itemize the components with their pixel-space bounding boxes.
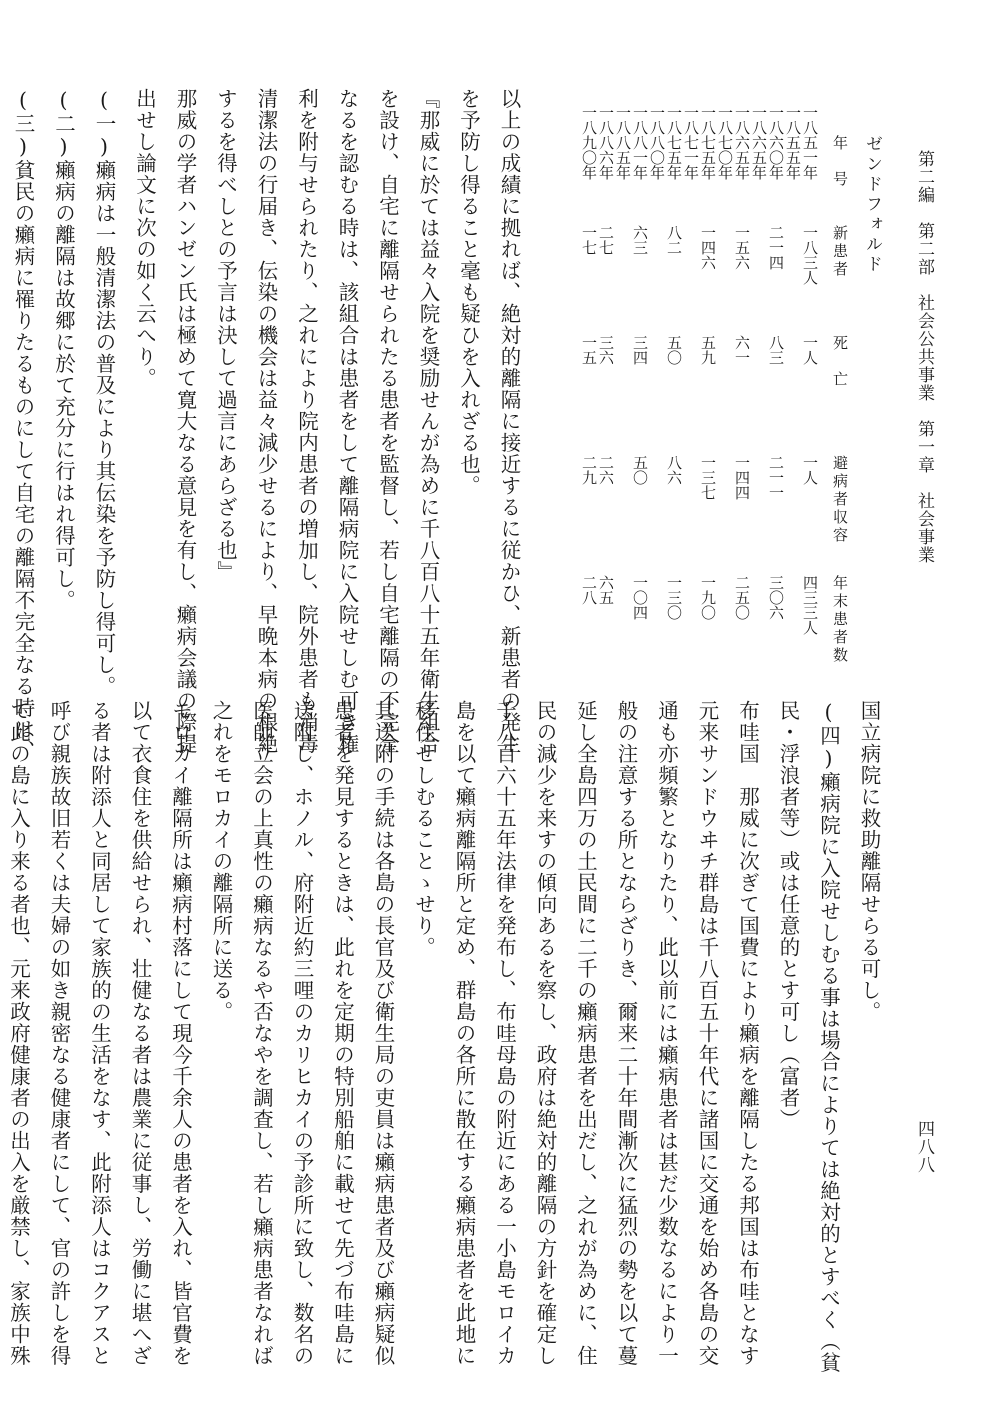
- table-cell: 一九〇: [699, 575, 717, 620]
- table-row-year: 一八八六年: [597, 105, 615, 180]
- text-line: 利を附与せられたり、之れにより院内患者の増加し、院外患者も消毒: [294, 88, 319, 755]
- table-cell: 一三七: [699, 455, 717, 500]
- text-line: 患者を発見するときは、此れを定期の特別船舶に載せて先づ布哇島に: [330, 700, 355, 1367]
- table-cell: 六一: [733, 335, 751, 365]
- table-cell: 八三: [767, 335, 785, 365]
- table-cell: 二八: [580, 575, 598, 605]
- text-line: 民の減少を来すの傾向あるを察し、政府は絶対的離隔の方針を確定し: [533, 700, 557, 1367]
- table-cell: 四三三人: [801, 575, 819, 635]
- table-cell: 三〇六: [767, 575, 785, 620]
- table-cell: 一人: [801, 335, 819, 365]
- table-cell: 三六: [597, 335, 615, 365]
- table-row-year: 一八六五年: [733, 105, 751, 180]
- table-cell: 一三〇: [665, 575, 683, 620]
- table-cell: 二七: [597, 225, 615, 255]
- text-line: る者は附添人と同居して家族的の生活をなす、此附添人はコクアスと: [87, 700, 112, 1367]
- table-cell: 二六: [597, 455, 615, 485]
- text-line: 清潔法の行届き、伝染の機会は益々減少せるにより、早晩本病の根絶: [254, 88, 278, 755]
- text-line: を設け、自宅に離隔せられたる患者を監督し、若し自宅離隔の不完全: [375, 88, 400, 755]
- table-column-header: 新患者: [831, 225, 849, 279]
- text-line: なるを認むる時は、該組合は患者をして離隔病院に入院せしむ可き権: [335, 88, 359, 755]
- table-cell: 三四: [631, 335, 649, 365]
- text-line: 『那威に於ては益々入院を奨励せんが為めに千八百八十五年衛生組合: [416, 88, 440, 755]
- table-cell: 六三: [631, 225, 649, 255]
- upper-body-text: [3, 88, 530, 762]
- text-line: モロカイ離隔所は癩病村落にして現今千余人の患者を入れ、皆官費を: [168, 700, 193, 1367]
- table-title: ゼンドフォルド: [862, 135, 882, 275]
- text-line: 医師立会の上真性の癩病なるや否なやを調査し、若し癩病患者なれば: [249, 700, 274, 1367]
- text-line: 移住せしむることゝせり。: [411, 700, 436, 958]
- table-cell: 八六: [665, 455, 683, 485]
- table-row-year: 一八七五年: [665, 105, 683, 180]
- table-cell: 二一四: [767, 225, 785, 270]
- page-number: 四八八: [914, 1120, 934, 1174]
- table-row-year: 一八九〇年: [580, 105, 598, 180]
- table-cell: 一八三人: [801, 225, 819, 285]
- text-line: (四)癩病院に入院せしむる事は場合によりては絶対的とすべく（貧: [816, 700, 841, 1374]
- table-row-year: 一八五一年: [801, 105, 819, 180]
- text-line: 民・浮浪者等）或は任意的とす可し（富者）: [776, 700, 800, 1130]
- text-line: を予防し得ること毫も疑ひを入れざる也。: [456, 88, 481, 497]
- table-cell: 五〇: [631, 455, 649, 485]
- table-column-header: 避病者収容: [831, 455, 849, 545]
- table-cell: 一〇四: [631, 575, 649, 620]
- text-line: 千八百六十五年法律を発布し、布哇母島の附近にある一小島モロイカ: [492, 700, 517, 1367]
- table-cell: 六五: [597, 575, 615, 605]
- table-cell: 一四四: [733, 455, 751, 500]
- table-cell: 五九: [699, 335, 717, 365]
- text-line: 出せし論文に次の如く云へり。: [132, 88, 157, 389]
- text-line: 送附し、ホノル、府附近約三哩のカリヒカイの予診所に致し、数名の: [290, 700, 314, 1367]
- table-column-header: 年末患者数: [831, 575, 849, 665]
- text-line: 通も亦頻繁となりたり、此以前には癩病患者は甚だ少数なるにより一: [654, 700, 679, 1367]
- table-cell: 一七: [580, 225, 598, 255]
- table-cell: 一五六: [733, 225, 751, 270]
- text-line: 其送附の手続は各島の長官及び衛生局の吏員は癩病患者及び癩病疑似: [371, 700, 395, 1367]
- table-cell: 八二: [665, 225, 683, 255]
- text-line: 以て衣食住を供給せられ、壮健なる者は農業に従事し、労働に堪へざ: [128, 700, 152, 1367]
- table-row-year: 一八七〇年: [716, 105, 734, 180]
- table-cell: 二九: [580, 455, 598, 485]
- lower-body-text: [0, 700, 889, 1374]
- table-row-year: 一八八一年: [631, 105, 649, 180]
- table-row-year: 一八八〇年: [648, 105, 666, 180]
- table-row-year: 一八六五年: [750, 105, 768, 180]
- table-column-header: 死 亡: [831, 335, 849, 389]
- table-cell: 二五〇: [733, 575, 751, 620]
- table-row-year: 一八五五年: [784, 105, 802, 180]
- text-line: 布哇国 那威に次ぎて国費により癩病を離隔したる邦国は布哇となす: [735, 700, 760, 1367]
- table-cell: 二一一: [767, 455, 785, 500]
- text-line: 呼び親族故旧若くは夫婦の如き親密なる健康者にして、官の許しを得: [47, 700, 71, 1367]
- text-line: 般の注意する所とならざりき、爾来二十年間漸次に猛烈の勢を以て蔓: [614, 700, 638, 1367]
- table-row-year: 一八六〇年: [767, 105, 785, 180]
- text-line: て此の島に入り来る者也、元来政府健康者の出入を厳禁し、家族中殊: [6, 700, 31, 1367]
- text-line: (二)癩病の離隔は故郷に於て充分に行はれ得可し。: [51, 88, 76, 611]
- table-cell: 一五: [580, 335, 598, 365]
- table-cell: 五〇: [665, 335, 683, 365]
- text-line: (三)貧民の癩病に罹りたるものにして自宅の離隔不完全なる時は、: [11, 88, 35, 762]
- text-line: 之れをモロカイの離隔所に送る。: [209, 700, 233, 1023]
- text-line: 国立病院に救助離隔せらる可し。: [857, 700, 881, 1023]
- statistics-table: [560, 95, 890, 665]
- text-line: 延し全島四万の土民間に二千の癩病患者を出だし、之れが為めに、住: [573, 700, 598, 1367]
- text-line: 元来サンドウヰチ群島は千八百五十年代に諸国に交通を始め各島の交: [695, 700, 719, 1367]
- running-title: 第二編 第二部 社会公共事業 第一章 社会事業: [914, 150, 934, 564]
- text-line: (一)癩病は一般清潔法の普及により其伝染を予防し得可し。: [92, 88, 116, 697]
- table-cell: 一四六: [699, 225, 717, 270]
- table-cell: 一人: [801, 455, 819, 485]
- text-line: 島を以て癩病離隔所と定め、群島の各所に散在する癩病患者を此地に: [452, 700, 476, 1367]
- table-row-year: 一八七一年: [682, 105, 700, 180]
- text-line: 以上の成績に拠れば、絶対的離隔に接近するに従かひ、新患者の発生: [497, 88, 521, 755]
- text-line: 那威の学者ハンゼン氏は極めて寛大なる意見を有し、癩病会議の際提: [173, 88, 197, 755]
- text-line: するを得べしとの予言は決して過言にあらざる也』: [213, 88, 238, 583]
- table-column-header: 年 号: [831, 135, 849, 189]
- table-row-year: 一八八五年: [614, 105, 632, 180]
- table-row-year: 一八七五年: [699, 105, 717, 180]
